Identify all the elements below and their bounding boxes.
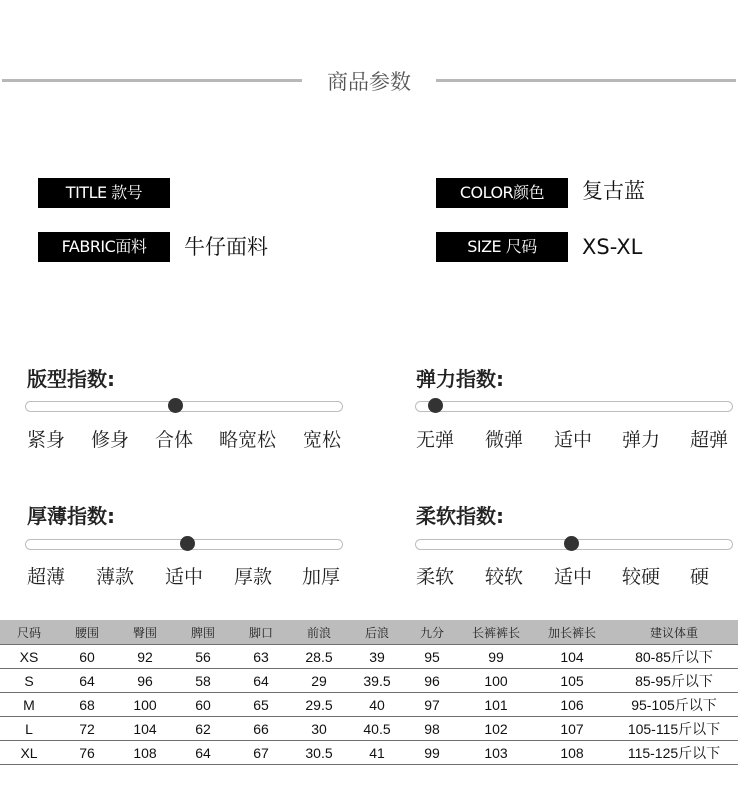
softness-index-knob xyxy=(564,536,579,551)
table-cell: 39.5 xyxy=(348,669,406,693)
table-cell: 68 xyxy=(58,693,116,717)
stretch-label-3: 适中 xyxy=(554,429,593,451)
stretch-label-1: 无弹 xyxy=(416,429,455,451)
table-cell: XL xyxy=(0,741,58,765)
table-cell: 29.5 xyxy=(290,693,348,717)
thickness-index-knob xyxy=(180,536,195,551)
table-cell: 103 xyxy=(458,741,534,765)
table-cell: 99 xyxy=(458,645,534,669)
table-cell: M xyxy=(0,693,58,717)
thickness-label-3: 适中 xyxy=(165,566,204,588)
page-title: 商品参数 xyxy=(327,70,411,94)
stretch-index-track xyxy=(415,401,733,412)
table-cell: 64 xyxy=(174,741,232,765)
fit-index-track xyxy=(25,401,343,412)
header-cell: 腰围 xyxy=(58,620,116,645)
fit-index-title: 版型指数: xyxy=(27,367,115,391)
fabric-tag: FABRIC面料 xyxy=(38,232,170,262)
table-cell: 85-95斤以下 xyxy=(610,669,738,693)
table-cell: 29 xyxy=(290,669,348,693)
table-cell: 96 xyxy=(116,669,174,693)
table-cell: 65 xyxy=(232,693,290,717)
thickness-index-title: 厚薄指数: xyxy=(27,504,115,528)
thickness-label-5: 加厚 xyxy=(302,566,341,588)
header-divider-left xyxy=(2,79,302,82)
softness-label-5: 硬 xyxy=(690,566,710,588)
table-cell: 108 xyxy=(116,741,174,765)
thickness-label-4: 厚款 xyxy=(234,566,273,588)
table-row xyxy=(0,645,738,669)
table-cell: 72 xyxy=(58,717,116,741)
table-cell: 62 xyxy=(174,717,232,741)
table-cell: 104 xyxy=(116,717,174,741)
fit-label-4: 略宽松 xyxy=(219,429,277,451)
table-cell: 40.5 xyxy=(348,717,406,741)
table-cell: 67 xyxy=(232,741,290,765)
table-cell: 60 xyxy=(174,693,232,717)
thickness-label-1: 超薄 xyxy=(27,566,66,588)
softness-index-title: 柔软指数: xyxy=(416,504,504,528)
table-cell: 64 xyxy=(232,669,290,693)
table-cell: 95-105斤以下 xyxy=(610,693,738,717)
size-value: XS-XL xyxy=(582,235,643,259)
header-cell: 臀围 xyxy=(116,620,174,645)
fit-label-2: 修身 xyxy=(91,429,130,451)
header-cell: 长裤裤长 xyxy=(458,620,534,645)
fit-index-knob xyxy=(168,398,183,413)
table-cell: 39 xyxy=(348,645,406,669)
size-table-header xyxy=(0,620,738,645)
table-cell: 101 xyxy=(458,693,534,717)
softness-label-4: 较硬 xyxy=(622,566,661,588)
table-cell: 30.5 xyxy=(290,741,348,765)
table-cell: 105 xyxy=(534,669,610,693)
header-cell: 前浪 xyxy=(290,620,348,645)
softness-label-2: 较软 xyxy=(485,566,524,588)
table-cell: 115-125斤以下 xyxy=(610,741,738,765)
header-cell: 脚口 xyxy=(232,620,290,645)
header-cell: 建议体重 xyxy=(610,620,738,645)
table-cell: 106 xyxy=(534,693,610,717)
table-cell: 56 xyxy=(174,645,232,669)
table-cell: 100 xyxy=(116,693,174,717)
table-cell: 104 xyxy=(534,645,610,669)
stretch-index-title: 弹力指数: xyxy=(416,367,504,391)
softness-label-1: 柔软 xyxy=(416,566,455,588)
size-table xyxy=(0,620,738,765)
thickness-label-2: 薄款 xyxy=(96,566,135,588)
table-row xyxy=(0,741,738,765)
stretch-label-4: 弹力 xyxy=(622,429,661,451)
table-row xyxy=(0,669,738,693)
table-cell: 76 xyxy=(58,741,116,765)
table-cell: L xyxy=(0,717,58,741)
header-cell: 九分 xyxy=(406,620,458,645)
stretch-index-knob xyxy=(428,398,443,413)
size-tag: SIZE 尺码 xyxy=(436,232,568,262)
table-cell: 64 xyxy=(58,669,116,693)
stretch-label-2: 微弹 xyxy=(485,429,524,451)
softness-label-3: 适中 xyxy=(554,566,593,588)
table-cell: 108 xyxy=(534,741,610,765)
header-cell: 尺码 xyxy=(0,620,58,645)
table-row xyxy=(0,693,738,717)
header-cell: 后浪 xyxy=(348,620,406,645)
header-cell: 加长裤长 xyxy=(534,620,610,645)
color-value: 复古蓝 xyxy=(582,179,645,203)
table-cell: 96 xyxy=(406,669,458,693)
table-cell: 58 xyxy=(174,669,232,693)
table-cell: S xyxy=(0,669,58,693)
table-cell: 63 xyxy=(232,645,290,669)
fit-label-5: 宽松 xyxy=(303,429,342,451)
table-cell: 100 xyxy=(458,669,534,693)
fit-label-3: 合体 xyxy=(155,429,194,451)
softness-index-track xyxy=(415,539,733,550)
table-cell: 41 xyxy=(348,741,406,765)
table-cell: 30 xyxy=(290,717,348,741)
table-cell: 97 xyxy=(406,693,458,717)
table-cell: 95 xyxy=(406,645,458,669)
title-tag: TITLE 款号 xyxy=(38,178,170,208)
table-cell: 102 xyxy=(458,717,534,741)
table-cell: 105-115斤以下 xyxy=(610,717,738,741)
table-cell: 92 xyxy=(116,645,174,669)
table-cell: XS xyxy=(0,645,58,669)
color-tag: COLOR颜色 xyxy=(436,178,568,208)
table-cell: 28.5 xyxy=(290,645,348,669)
header-cell: 脾围 xyxy=(174,620,232,645)
table-cell: 60 xyxy=(58,645,116,669)
table-cell: 40 xyxy=(348,693,406,717)
table-cell: 80-85斤以下 xyxy=(610,645,738,669)
stretch-label-5: 超弹 xyxy=(690,429,729,451)
fabric-value: 牛仔面料 xyxy=(184,235,268,259)
table-cell: 107 xyxy=(534,717,610,741)
table-cell: 99 xyxy=(406,741,458,765)
fit-label-1: 紧身 xyxy=(27,429,66,451)
table-cell: 66 xyxy=(232,717,290,741)
thickness-index-track xyxy=(25,539,343,550)
table-cell: 98 xyxy=(406,717,458,741)
table-row xyxy=(0,717,738,741)
header-divider-right xyxy=(436,79,736,82)
